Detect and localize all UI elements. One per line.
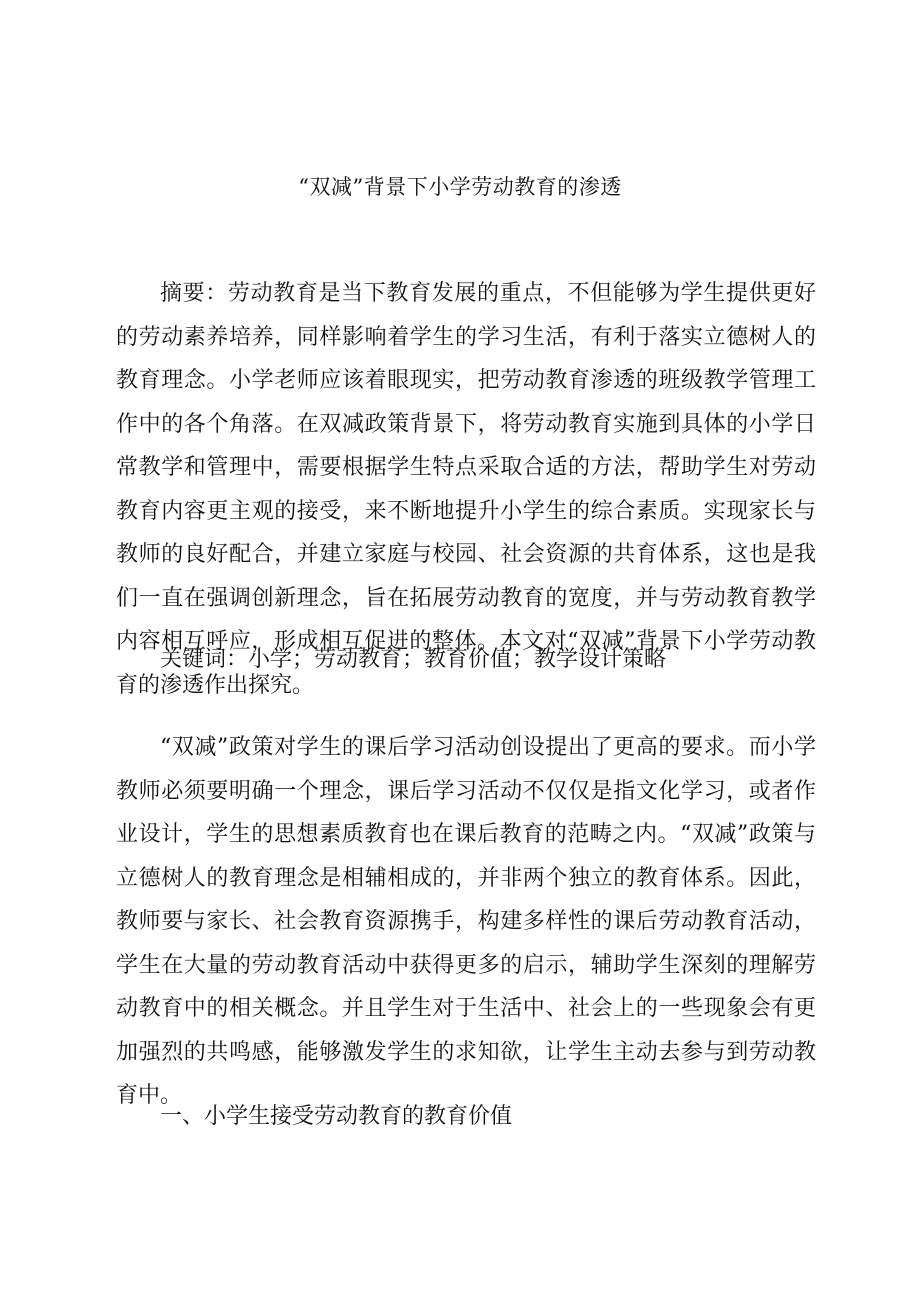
section-heading: 一、小学生接受劳动教育的教育价值 bbox=[160, 1104, 513, 1129]
paper-title: “双减”背景下小学劳动教育的渗透 bbox=[298, 175, 622, 199]
intro-paragraph: “双减”政策对学生的课后学习活动创设提出了更高的要求。而小学教师必须要明确一个理念，课后学习活动不仅仅是指文化学习，或者作业设计，学生的思想素质教育也在课后教育的范畴之内。“双减”政策与立德树人的教育理念是相辅相成的，并非两个独立的教育体系。因此，教师要与家长、社会教育资源携手，构建多样性的课后劳动教育活动，学生在大量的劳动教育活动中获得更多的启示，辅助学生深刻的理解劳动教育中的相关概念。并且学生对于生活中、社会上的一些现象会有更加强烈的共鸣感，能够激发学生的求知欲，让学生主动去参与到劳动教育中。 bbox=[116, 735, 816, 1108]
abstract-paragraph: 摘要：劳动教育是当下教育发展的重点，不但能够为学生提供更好的劳动素养培养，同样影响着学生的学习生活，有利于落实立德树人的教育理念。小学老师应该着眼现实，把劳动教育渗透的班级教学管理工作中的各个角落。在双减政策背景下，将劳动教育实施到具体的小学日常教学和管理中，需要根据学生特点采取合适的方法，帮助学生对劳动教育内容更主观的接受，来不断地提升小学生的综合素质。实现家长与教师的良好配合，并建立家庭与校园、社会资源的共育体系，这也是我们一直在强调创新理念，旨在拓展劳动教育的宽度，并与劳动教育教学内容相互呼应，形成相互促进的整体。本文对“双减”背景下小学劳动教育的渗透作出探究。 bbox=[116, 281, 816, 698]
keywords-line: 关键词：小学；劳动教育；教育价值；教学设计策略 bbox=[160, 647, 667, 672]
